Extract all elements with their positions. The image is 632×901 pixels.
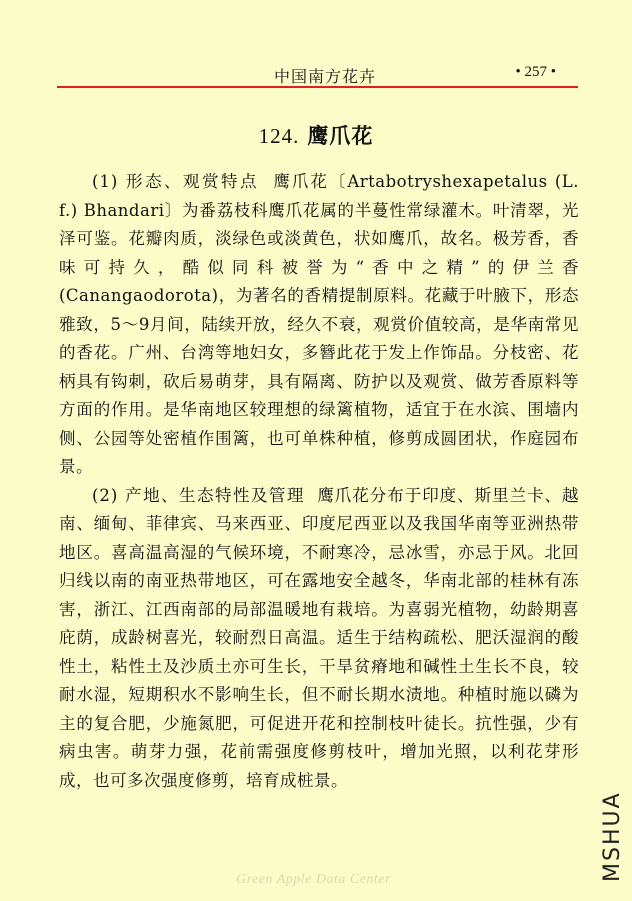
paragraph-ecology — [59, 482, 579, 796]
body-text — [59, 168, 579, 795]
paragraph-text: 鹰爪花〔Artabotryshexapetalus (L. f.) Bhandari〕为番荔枝科鹰爪花属的半蔓性常绿灌木。叶清翠，光泽可鉴。花瓣肉质，淡绿色或淡黄色，状如鹰爪，故名。极芳香，香味可持久，酷似同科被誉为“香中之精”的伊兰香 (Canangaodorota)，为著名的香精提制原料。花藏于叶腋下，形态雅致，5～9月间，陆续开放，经久不衰，观赏价值较高，是华南常见的香花。广州、台湾等地妇女，多簪此花于发上作饰品。分枝密、花柄具有钩刺，砍后易萌芽，具有隔离、防护以及观赏、做芳香原料等方面的作用。是华南地区较理想的绿篱植物，适宜于在水滨、围墙内侧、公园等处密植作围篱，也可单株种植，修剪成圆团状，作庭园布景。 — [59, 172, 579, 476]
paragraph-lead: (1) 形态、观赏特点 — [92, 172, 259, 191]
header-rule — [57, 86, 578, 88]
book-title: 中国南方花卉 — [274, 67, 377, 86]
running-header — [58, 62, 578, 86]
bottom-watermark: Green Apple Data Center — [236, 872, 391, 887]
side-watermark: MSHUA — [600, 791, 625, 882]
chapter-title — [0, 120, 632, 150]
paragraph-lead: (2) 产地、生态特性及管理 — [92, 485, 305, 505]
page-number: • 257 • — [515, 64, 556, 80]
paragraph-text: 鹰爪花分布于印度、斯里兰卡、越南、缅甸、菲律宾、马来西亚、印度尼西亚以及我国华南等亚洲热带地区。喜高温高湿的气候环境，不耐寒冷，忌冰雪，亦忌于风。北回归线以南的南亚热带地区，可在露地安全越冬，华南北部的桂林有冻害，浙江、江西南部的局部温暖地有栽培。为喜弱光植物，幼龄期喜庇荫，成龄树喜光，较耐烈日高温。适生于结构疏松、肥沃湿润的酸性土，粘性土及沙质土亦可生长，干旱贫瘠地和碱性土生长不良，较耐水湿，短期积水不影响生长，但不耐长期水渍地。种植时施以磷为主的复合肥，少施氮肥，可促进开花和控制枝叶徒长。抗性强，少有病虫害。萌芽力强，花前需强度修剪枝叶，增加光照，以利花芽形成，也可多次强度修剪，培育成桩景。 — [59, 485, 580, 790]
chapter-number: 124. — [258, 124, 300, 148]
chapter-name: 鹰爪花 — [307, 123, 374, 148]
paragraph-morphology — [59, 168, 579, 482]
